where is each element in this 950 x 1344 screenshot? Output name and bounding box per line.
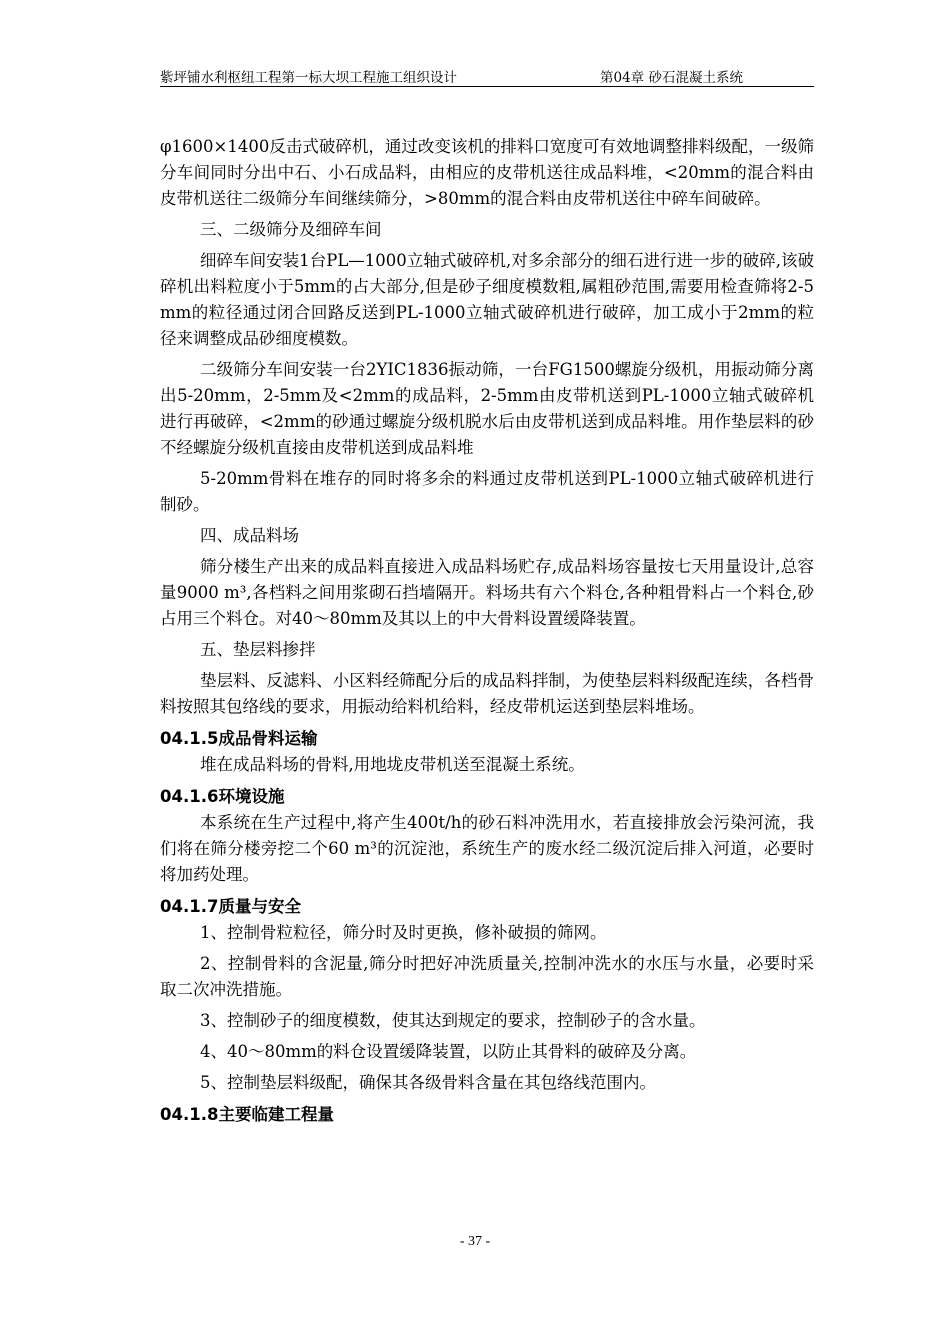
paragraph: 筛分楼生产出来的成品料直接进入成品料场贮存,成品料场容量按七天用量设计,总容量9000 m³,各档料之间用浆砌石挡墙隔开。料场共有六个料仓,各种粗骨料占一个料仓,砂占用三个料仓。对40～80mm及其以上的中大骨料设置缓降装置。	[160, 557, 814, 628]
list-item: 5、控制垫层料级配，确保其各级骨料含量在其包络线范围内。	[200, 1073, 656, 1092]
paragraph: 5-20mm骨料在堆存的同时将多余的料通过皮带机送到PL-1000立轴式破碎机进行制砂。	[160, 469, 814, 514]
section-heading: 04.1.8主要临建工程量	[160, 1105, 334, 1124]
paragraph: 堆在成品料场的骨料,用地垅皮带机送至混凝土系统。	[200, 755, 585, 774]
paragraph: 二级筛分车间安装一台2YIC1836振动筛，一台FG1500螺旋分级机，用振动筛分离出5-20mm，2-5mm及<2mm的成品料，2-5mm由皮带机送到PL-1000立轴式破碎机进行再破碎，<2mm的砂通过螺旋分级机脱水后由皮带机送到成品料堆。用作垫层料的砂不经螺旋分级机直接由皮带机送到成品料堆	[160, 360, 814, 457]
list-item: 3、控制砂子的细度模数，使其达到规定的要求，控制砂子的含水量。	[200, 1011, 706, 1030]
paragraph: 本系统在生产过程中,将产生400t/h的砂石料冲洗用水，若直接排放会污染河流，我们将在筛分楼旁挖二个60 m³的沉淀池，系统生产的废水经二级沉淀后排入河道，必要时将加药处理。	[160, 813, 814, 884]
page-body	[160, 134, 814, 1128]
list-item: 1、控制骨粒粒径，筛分时及时更换，修补破损的筛网。	[200, 923, 607, 942]
section-heading: 04.1.7质量与安全	[160, 897, 301, 916]
page-number: - 37 -	[459, 1234, 491, 1249]
list-item: 2、控制骨料的含泥量,筛分时把好冲洗质量关,控制冲洗水的水压与水量，必要时采取二次冲洗措施。	[160, 954, 814, 999]
subheading: 四、成品料场	[200, 526, 299, 545]
paragraph: 细碎车间安装1台PL—1000立轴式破碎机,对多余部分的细石进行进一步的破碎,该破碎机出料粒度小于5mm的占大部分,但是砂子细度模数粗,属粗砂范围,需要用检查筛将2-5mm的粒径通过闭合回路反送到PL-1000立轴式破碎机进行破碎，加工成小于2mm的粒径来调整成品砂细度模数。	[160, 251, 814, 348]
section-heading: 04.1.6环境设施	[160, 787, 285, 806]
section-heading: 04.1.5成品骨料运输	[160, 729, 318, 748]
page-header	[160, 66, 814, 87]
list-item: 4、40～80mm的料仓设置缓降装置，以防止其骨料的破碎及分离。	[200, 1042, 697, 1061]
header-chapter-title: 第04章 砂石混凝土系统	[600, 70, 743, 86]
paragraph: φ1600×1400反击式破碎机，通过改变该机的排料口宽度可有效地调整排料级配，一级筛分车间同时分出中石、小石成品料，由相应的皮带机送往成品料堆，<20mm的混合料由皮带机送往二级筛分车间继续筛分，>80mm的混合料由皮带机送往中碎车间破碎。	[160, 137, 814, 208]
subheading: 五、垫层料掺拌	[200, 640, 316, 659]
paragraph: 垫层料、反滤料、小区料经筛配分后的成品料拌制，为使垫层料料级配连续，各档骨料按照其包络线的要求，用振动给料机给料，经皮带机运送到垫层料堆场。	[160, 671, 814, 716]
header-document-title: 紫坪铺水利枢纽工程第一标大坝工程施工组织设计	[160, 70, 457, 86]
subheading: 三、二级筛分及细碎车间	[200, 220, 382, 239]
